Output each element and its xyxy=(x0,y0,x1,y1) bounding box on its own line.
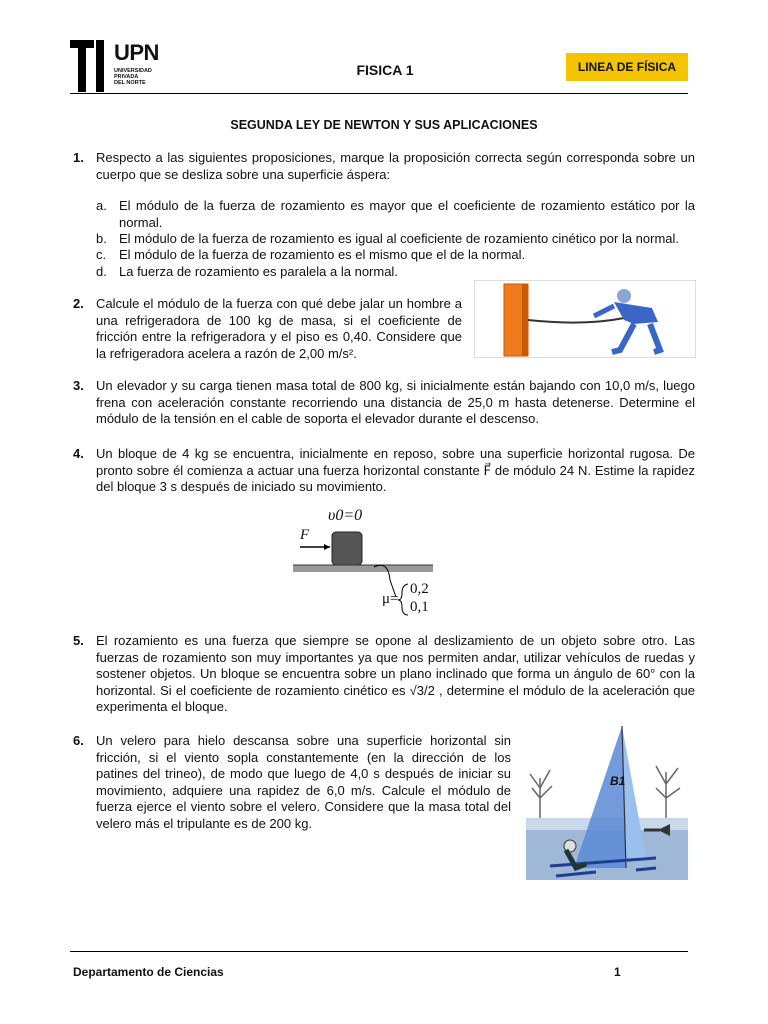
force-label: F xyxy=(300,527,310,543)
option-d-letter: d. xyxy=(96,264,107,279)
line-badge: LINEA DE FÍSICA xyxy=(566,53,688,81)
question-6-text: Un velero para hielo descansa sobre una superficie horizontal sin fricción, si el viento sopla constantemente (en la dirección de los patines del trineo), de modo que luego de 4,0 s después de iniciar su movimiento, adquiere una rapidez de 6,0 m/s. Calcule el módulo de fuerza ejerce el viento sobre el velero. Considere que la masa total del velero más el tripulante es de 200 kg. xyxy=(96,733,511,831)
question-1-text: Respecto a las siguientes proposiciones, marque la proposición correcta según corresponda sobre un cuerpo que se desliza sobre una superficie áspera: xyxy=(96,150,695,182)
option-d-text: La fuerza de rozamiento es paralela a la normal. xyxy=(119,264,398,279)
question-2-number: 2. xyxy=(73,296,84,311)
initial-velocity-label: υ0=0 xyxy=(328,507,363,524)
man-pulling-fridge-figure xyxy=(474,280,696,358)
option-c-letter: c. xyxy=(96,247,107,262)
option-a-letter: a. xyxy=(96,198,107,213)
question-5-number: 5. xyxy=(73,633,84,648)
footer-divider xyxy=(70,951,688,952)
question-6-number: 6. xyxy=(73,733,84,748)
question-2-text: Calcule el módulo de la fuerza con qué debe jalar un hombre a una refrigeradora de 100 kg de masa, si el coeficiente de fricción entre la refrigeradora y el piso es 0,40. Considere que la refrigeradora acelera a razón de 2,00 m/s². xyxy=(96,296,462,361)
document-title: SEGUNDA LEY DE NEWTON Y SUS APLICACIONES xyxy=(230,118,538,132)
upn-logo-icon xyxy=(70,40,112,92)
ice-sailboat-figure xyxy=(526,718,688,880)
question-3-number: 3. xyxy=(73,378,84,393)
question-5-text: El rozamiento es una fuerza que siempre se opone al deslizamiento de un objeto sobre otro. Las fuerzas de rozamiento son muy importantes ya que nos permiten andar, utilizar vehículos de ruedas y sostener objetos. Un bloque se encuentra sobre un plano inclinado que forma un ángulo de 60° con la horizontal. Si el coeficiente de rozamiento cinético es √3/2 , determine el módulo de la aceleración que experimenta el bloque. xyxy=(96,633,695,714)
university-logo xyxy=(70,40,170,92)
mu-value-1: 0,2 xyxy=(410,581,429,597)
question-3-text: Un elevador y su carga tienen masa total de 800 kg, si inicialmente están bajando con 10,0 m/s, luego frena con aceleración constante recorriendo una distancia de 25,0 m hasta detenerse. Determine el módulo de la tensión en el cable de soporta el elevador durante el descenso. xyxy=(96,378,695,426)
header-divider xyxy=(70,93,688,94)
question-4-text: Un bloque de 4 kg se encuentra, inicialmente en reposo, sobre una superficie horizontal rugosa. De pronto sobre él comienza a actuar una fuerza horizontal constante F⃗ de módulo 24 N. Estime la rapidez del bloque 3 s después de iniciado su movimiento. xyxy=(96,446,695,494)
department-label: Departamento de Ciencias xyxy=(73,965,224,979)
logo-name: UPN xyxy=(114,40,159,65)
question-1-number: 1. xyxy=(73,150,84,165)
page-number: 1 xyxy=(614,965,621,979)
option-c-text: El módulo de la fuerza de rozamiento es el mismo que el de la normal. xyxy=(119,247,526,262)
course-title: FISICA 1 xyxy=(356,62,414,78)
logo-subtitle: UNIVERSIDAD PRIVADA DEL NORTE xyxy=(114,68,152,86)
sail-label: B1 xyxy=(610,774,626,788)
mu-value-2: 0,1 xyxy=(410,599,429,615)
friction-coefficient-label: μ= xyxy=(382,591,399,607)
block-friction-figure xyxy=(290,505,440,620)
option-b-text: El módulo de la fuerza de rozamiento es igual al coeficiente de rozamiento cinético por la normal. xyxy=(119,231,680,246)
option-b-letter: b. xyxy=(96,231,107,246)
option-a-text: El módulo de la fuerza de rozamiento es mayor que el coeficiente de rozamiento estático por la normal. xyxy=(119,198,695,230)
question-4-number: 4. xyxy=(73,446,84,461)
